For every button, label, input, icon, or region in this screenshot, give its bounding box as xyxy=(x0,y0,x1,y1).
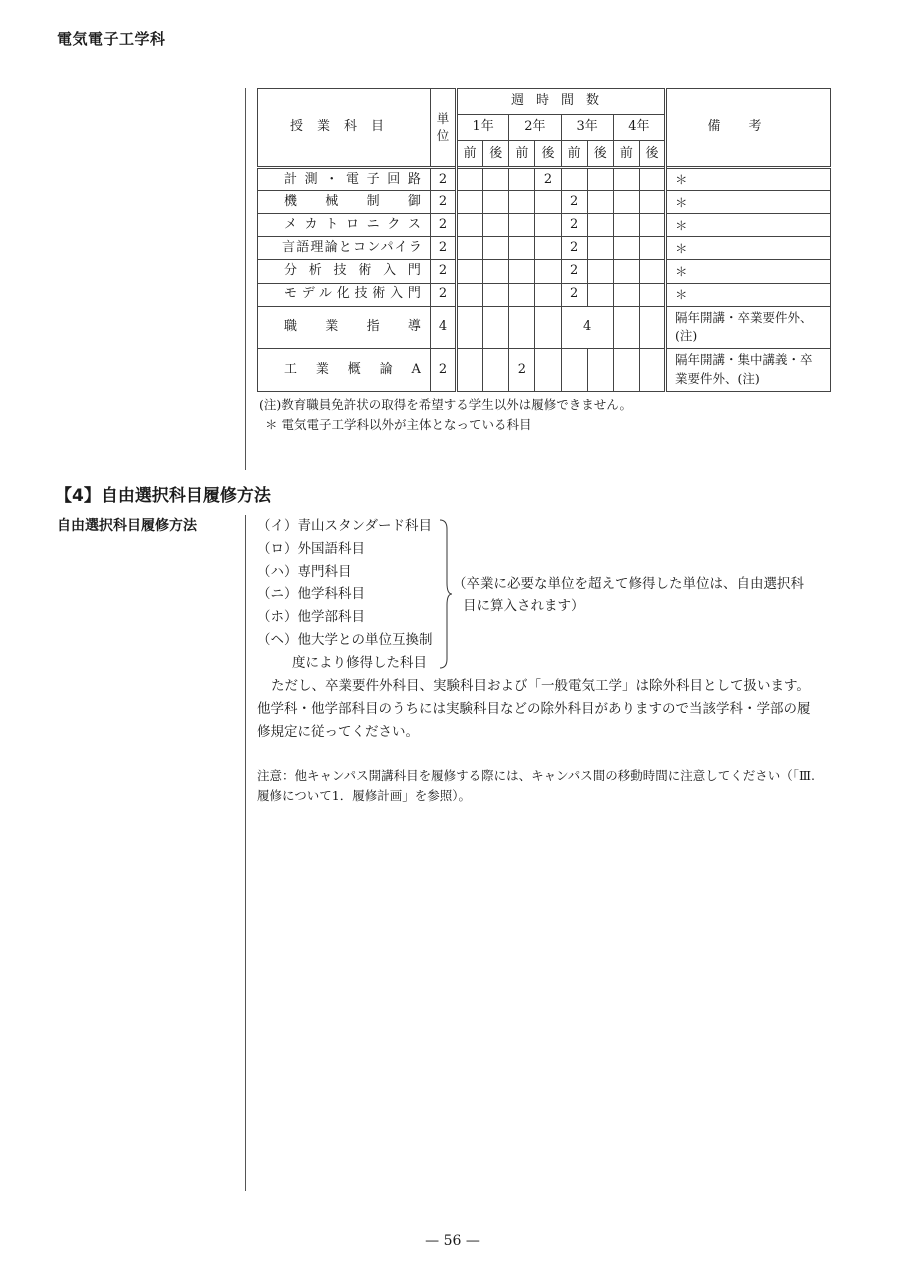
table-row xyxy=(258,349,831,392)
margin-rule-top xyxy=(245,88,246,470)
hours-cell: 2 xyxy=(561,214,587,237)
brace-note: （卒業に必要な単位を超えて修得した単位は、自由選択科 目に算入されます） xyxy=(453,576,804,614)
list-item-continuation: 度により修得した科目 xyxy=(292,654,427,671)
table-header-row xyxy=(258,89,831,115)
header-unit: 単位 xyxy=(430,89,456,168)
table-row xyxy=(258,283,831,306)
remark-cell: ＊ xyxy=(666,260,831,283)
unit-cell: 2 xyxy=(430,168,456,191)
list-item: （ホ）他学部科目 xyxy=(257,609,365,626)
list-item: （ロ）外国語科目 xyxy=(257,540,365,557)
unit-cell: 2 xyxy=(430,237,456,260)
header-term: 前 xyxy=(457,141,483,168)
unit-cell: 2 xyxy=(430,349,456,392)
exclusion-paragraph: ただし、卒業要件外科目、実験科目および「一般電気工学」は除外科目として扱います。 他学科・他学部科目のうちには実験科目などの除外科目がありますので当該学科・学部の履 修規定に従ってください。 xyxy=(257,678,811,740)
subject-cell: 分析技術入門 xyxy=(258,260,431,283)
subject-cell: モデル化技術入門 xyxy=(258,283,431,306)
table-row xyxy=(258,191,831,214)
header-year-3: 3年 xyxy=(561,115,613,141)
table-row xyxy=(258,260,831,283)
elective-list xyxy=(257,515,433,675)
table-row xyxy=(258,237,831,260)
header-remarks: 備考 xyxy=(666,89,831,168)
header-term: 後 xyxy=(535,141,561,168)
list-item: （ヘ）他大学との単位互換制 xyxy=(257,631,433,648)
header-term: 前 xyxy=(613,141,639,168)
table-note-asterisk: ＊ 電気電子工学科以外が主体となっている科目 xyxy=(265,417,532,432)
table-row xyxy=(258,214,831,237)
unit-cell: 2 xyxy=(430,260,456,283)
remark-cell: ＊ xyxy=(666,168,831,191)
brace-icon xyxy=(438,519,452,669)
table-row xyxy=(258,168,831,191)
hours-cell: 2 xyxy=(561,237,587,260)
margin-rule-bottom xyxy=(245,515,246,1191)
header-term: 前 xyxy=(561,141,587,168)
header-term: 前 xyxy=(509,141,535,168)
remark-cell: 隔年開講・集中講義・卒 業要件外、(注) xyxy=(666,349,831,392)
section-heading: 【4】自由選択科目履修方法 xyxy=(55,486,271,506)
header-term: 後 xyxy=(639,141,665,168)
table-row xyxy=(258,306,831,349)
list-item: （ニ）他学科科目 xyxy=(257,586,365,603)
hours-cell: 4 xyxy=(561,306,613,349)
header-year-2: 2年 xyxy=(509,115,561,141)
header-subject: 授業科目 xyxy=(258,89,431,168)
remark-cell: ＊ xyxy=(666,283,831,306)
list-item: （イ）青山スタンダード科目 xyxy=(257,518,432,534)
header-year-1: 1年 xyxy=(457,115,509,141)
hours-cell: 2 xyxy=(535,168,561,191)
unit-cell: 2 xyxy=(430,214,456,237)
unit-cell: 4 xyxy=(430,306,456,349)
subject-cell: 職業指導 xyxy=(258,306,431,349)
unit-cell: 2 xyxy=(430,191,456,214)
subject-cell: メカトロニクス xyxy=(258,214,431,237)
hours-cell: 2 xyxy=(509,349,535,392)
list-item: （ハ）専門科目 xyxy=(257,563,352,580)
header-term: 後 xyxy=(483,141,509,168)
header-year-4: 4年 xyxy=(613,115,665,141)
subject-cell: 工業概論A xyxy=(258,349,431,392)
curriculum-table xyxy=(257,88,831,392)
subject-cell: 言語理論とコンパイラ xyxy=(258,237,431,260)
header-term: 後 xyxy=(587,141,613,168)
hours-cell: 2 xyxy=(561,191,587,214)
hours-cell: 2 xyxy=(561,283,587,306)
remark-cell: 隔年開講・卒業要件外、 (注) xyxy=(666,306,831,349)
remark-cell: ＊ xyxy=(666,191,831,214)
department-title: 電気電子工学科 xyxy=(57,30,166,48)
remark-cell: ＊ xyxy=(666,237,831,260)
remark-cell: ＊ xyxy=(666,214,831,237)
section-side-label: 自由選択科目履修方法 xyxy=(57,518,197,534)
hours-cell: 2 xyxy=(561,260,587,283)
unit-cell: 2 xyxy=(430,283,456,306)
subject-cell: 計測・電子回路 xyxy=(258,168,431,191)
subject-cell: 機械制御 xyxy=(258,191,431,214)
page-number: — 56 — xyxy=(425,1233,480,1249)
table-note: (注)教育職員免許状の取得を希望する学生以外は履修できません。 xyxy=(259,397,633,412)
caution-note: 注意：他キャンパス開講科目を履修する際には、キャンパス間の移動時間に注意してください（「Ⅲ. 履修について1．履修計画」を参照）。 xyxy=(257,768,816,803)
header-weekly-hours: 週時間数 xyxy=(457,89,666,115)
